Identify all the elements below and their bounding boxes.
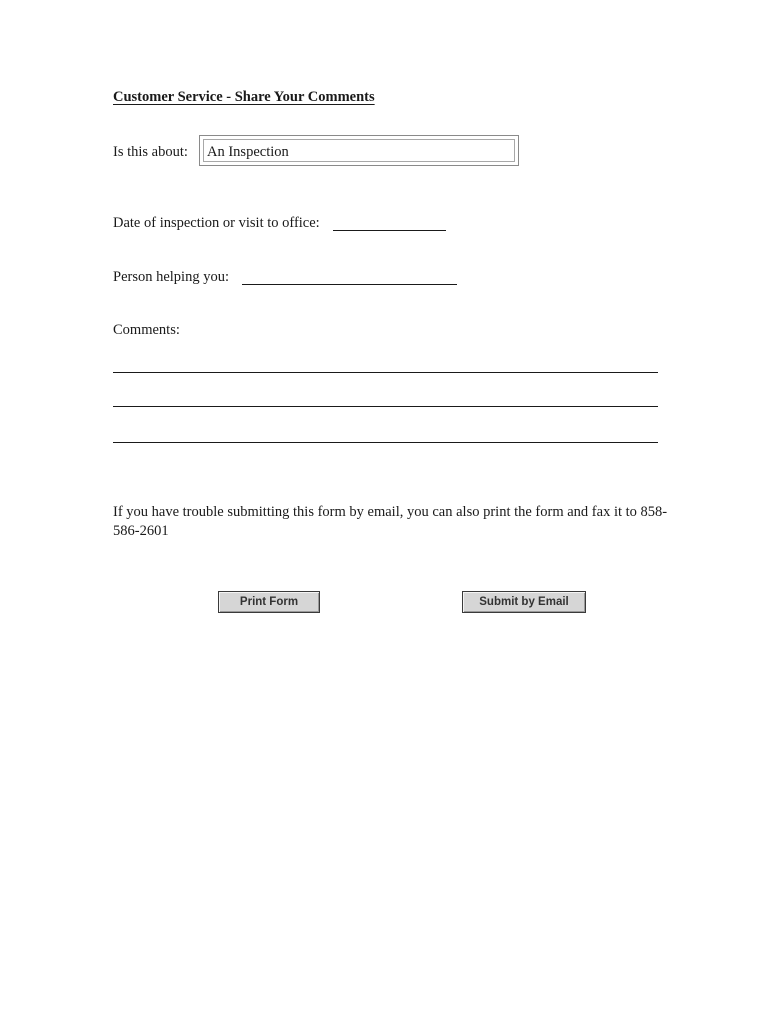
print-form-button[interactable]: Print Form [218,591,320,613]
date-label: Date of inspection or visit to office: [113,215,320,231]
person-helping-label: Person helping you: [113,269,229,285]
about-label: Is this about: [113,144,188,160]
about-select-value[interactable]: An Inspection [203,139,515,162]
comments-line[interactable] [113,406,658,407]
comments-line[interactable] [113,442,658,443]
page-title: Customer Service - Share Your Comments [113,89,375,105]
comments-label: Comments: [113,322,180,338]
about-select-field[interactable] [199,135,519,166]
fax-note: If you have trouble submitting this form by email, you can also print the form and fax it to 858-586-2601 [113,504,668,539]
comments-line[interactable] [113,372,658,373]
person-helping-field[interactable] [242,284,457,285]
date-field[interactable] [333,230,446,231]
submit-by-email-button[interactable]: Submit by Email [462,591,586,613]
